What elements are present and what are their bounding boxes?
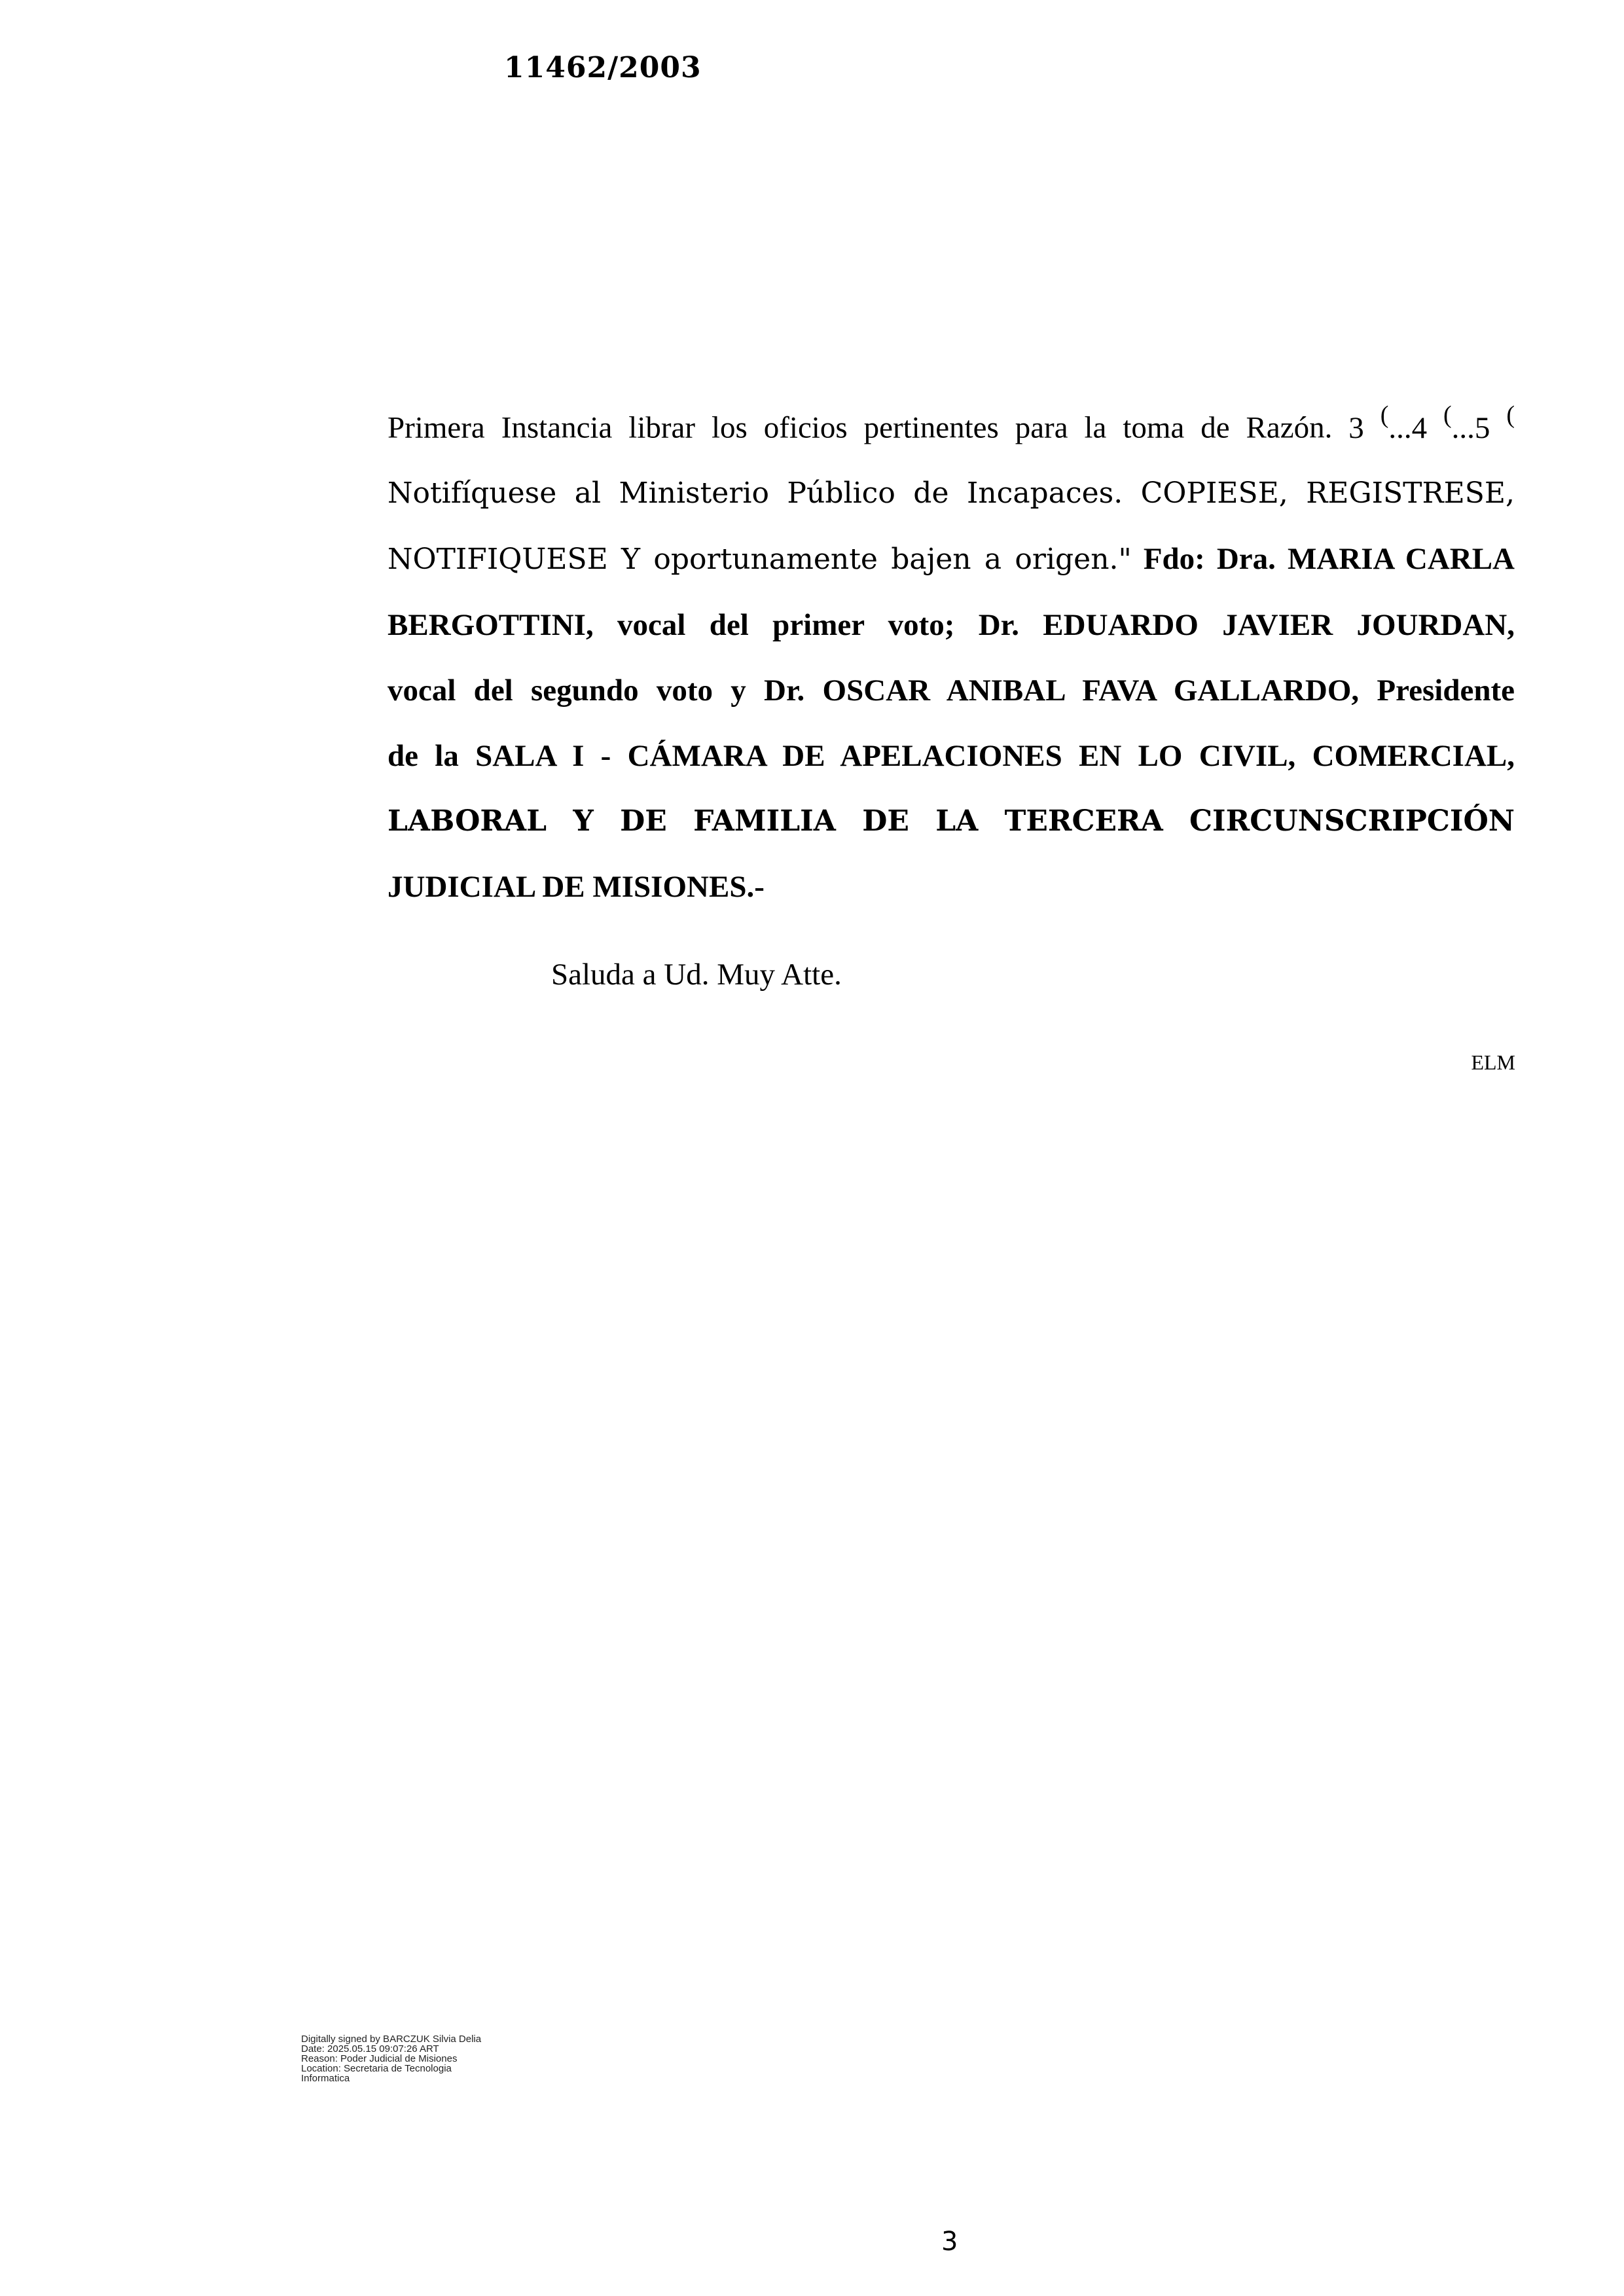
page-marks [1348,401,1515,445]
page-mark-4: ...4 [1388,410,1428,445]
digital-signature-block [301,2034,481,2083]
body-line-1 [388,386,1515,461]
author-initials: ELM [1471,1050,1515,1074]
page-mark-sup-3: ( [1506,401,1515,429]
body-line-2: Notifíquese al Ministerio Público de Incapaces. COPIESE, REGISTRESE, [388,476,1515,510]
body-line-3-bold: Fdo: Dra. MARIA CARLA [1143,541,1515,576]
body-line-7: LABORAL Y DE FAMILIA DE LA TERCERA CIRCUNSCRIPCIÓN [388,804,1515,838]
signature-location-cont: Informatica [301,2073,350,2084]
page-mark-5: ...5 [1451,410,1490,445]
file-number: 11462/2003 [504,51,702,84]
body-line-6: de la SALA I - CÁMARA DE APELACIONES EN LO CIVIL, COMERCIAL, [388,738,1515,773]
body-line-3 [388,526,1515,592]
signature-reason: Reason: Poder Judicial de Misiones [301,2053,458,2064]
signature-location: Location: Secretaria de Tecnologia [301,2063,452,2074]
body-line-3-regular: NOTIFIQUESE Y oportunamente bajen a origen." [388,542,1132,576]
document-body [388,386,1515,920]
body-line-5: vocal del segundo voto y Dr. OSCAR ANIBAL FAVA GALLARDO, Presidente [388,673,1515,708]
body-line-1-text: Primera Instancia librar los oficios pertinentes para la toma de Razón. [388,410,1333,445]
signature-signer: Digitally signed by BARCZUK Silvia Delia [301,2034,482,2045]
body-line-8: JUDICIAL DE MISIONES.- [388,869,765,904]
page-mark-3: 3 [1348,410,1364,445]
page-mark-sup-2: ( [1443,401,1452,429]
signature-date: Date: 2025.05.15 09:07:26 ART [301,2043,439,2054]
page-number: 3 [941,2227,958,2257]
body-line-4: BERGOTTINI, vocal del primer voto; Dr. EDUARDO JAVIER JOURDAN, [388,607,1515,642]
page-mark-sup-1: ( [1380,401,1389,429]
closing-salutation: Saluda a Ud. Muy Atte. [551,958,842,992]
